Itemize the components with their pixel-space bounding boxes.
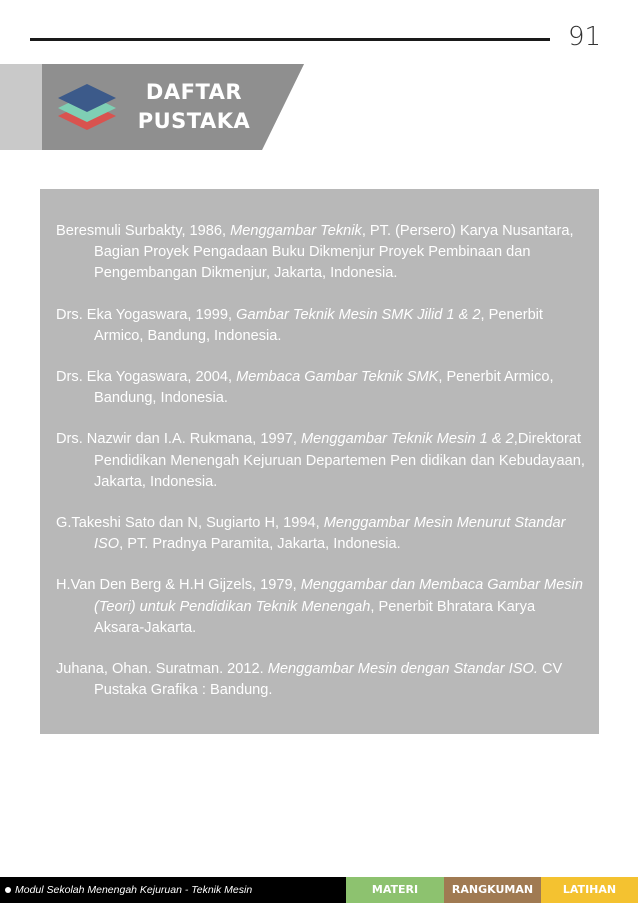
reference-author: Beresmuli Surbakty, 1986, bbox=[56, 223, 231, 239]
reference-item bbox=[56, 575, 586, 639]
reference-author: Drs. Nazwir dan I.A. Rukmana, 1997, bbox=[56, 431, 301, 448]
tab-materi[interactable]: MATERI bbox=[346, 877, 444, 903]
reference-title: Membaca Gambar Teknik SMK bbox=[236, 369, 439, 386]
section-title bbox=[134, 78, 254, 136]
reference-item bbox=[56, 367, 586, 409]
reference-title: Menggambar Mesin Menurut Standar ISO bbox=[94, 515, 566, 553]
top-rule bbox=[30, 38, 550, 41]
reference-panel bbox=[40, 189, 599, 734]
footer-module-title bbox=[0, 877, 346, 903]
reference-publisher: , PT. (Persero) Karya Nusantara, Bagian Proyek Pengadaan Buku Dikmenjur Proyek Pembinaan dan Pengembangan Dikmenjur, Jakarta, Indonesia. bbox=[94, 223, 574, 282]
reference-item bbox=[56, 513, 586, 555]
bullet-icon bbox=[5, 887, 11, 893]
reference-title: Menggambar dan Membaca Gambar Mesin (Teori) untuk Pendidikan Teknik Menengah bbox=[94, 577, 583, 615]
reference-publisher: , Penerbit Armico, Bandung, Indonesia. bbox=[94, 369, 554, 407]
reference-item bbox=[56, 429, 586, 493]
tab-latihan[interactable]: LATIHAN bbox=[541, 877, 638, 903]
reference-item bbox=[56, 221, 586, 285]
reference-publisher: , Penerbit Bhratara Karya Aksara-Jakarta. bbox=[94, 598, 536, 636]
reference-title: Menggambar Teknik bbox=[230, 223, 362, 239]
page-number: 91 bbox=[568, 22, 602, 52]
reference-publisher: CV Pustaka Grafika : Bandung. bbox=[94, 661, 563, 699]
reference-item bbox=[56, 659, 586, 701]
reference-author: Drs. Eka Yogaswara, 2004, bbox=[56, 369, 237, 386]
reference-publisher: ,Direktorat Pendidikan Menengah Kejuruan Departemen Pen didikan dan Kebudayaan, Jakarta, Indonesia. bbox=[94, 431, 585, 490]
reference-title: Menggambar Teknik Mesin 1 & 2 bbox=[300, 431, 514, 448]
reference-title: Menggambar Mesin dengan Standar ISO. bbox=[267, 661, 538, 678]
footer bbox=[0, 877, 638, 903]
reference-item bbox=[56, 305, 586, 347]
layers-icon bbox=[56, 80, 118, 136]
reference-author: Drs. Eka Yogaswara, 1999, bbox=[56, 306, 237, 323]
tab-rangkuman[interactable]: RANGKUMAN bbox=[444, 877, 541, 903]
reference-publisher: , Penerbit Armico, Bandung, Indonesia. bbox=[94, 306, 543, 344]
reference-publisher: , PT. Pradnya Paramita, Jakarta, Indonesia. bbox=[119, 536, 401, 553]
section-title-line-1: DAFTAR bbox=[145, 80, 243, 104]
reference-author: G.Takeshi Sato dan N, Sugiarto H, 1994, bbox=[56, 515, 324, 532]
reference-author: Juhana, Ohan. Suratman. 2012. bbox=[56, 661, 268, 678]
reference-title: Gambar Teknik Mesin SMK Jilid 1 & 2 bbox=[236, 306, 481, 323]
section-title-line-2: PUSTAKA bbox=[137, 109, 251, 133]
reference-list bbox=[56, 221, 586, 721]
module-title-text: Modul Sekolah Menengah Kejuruan - Teknik Mesin bbox=[15, 884, 253, 896]
reference-author: H.Van Den Berg & H.H Gijzels, 1979, bbox=[56, 577, 301, 594]
